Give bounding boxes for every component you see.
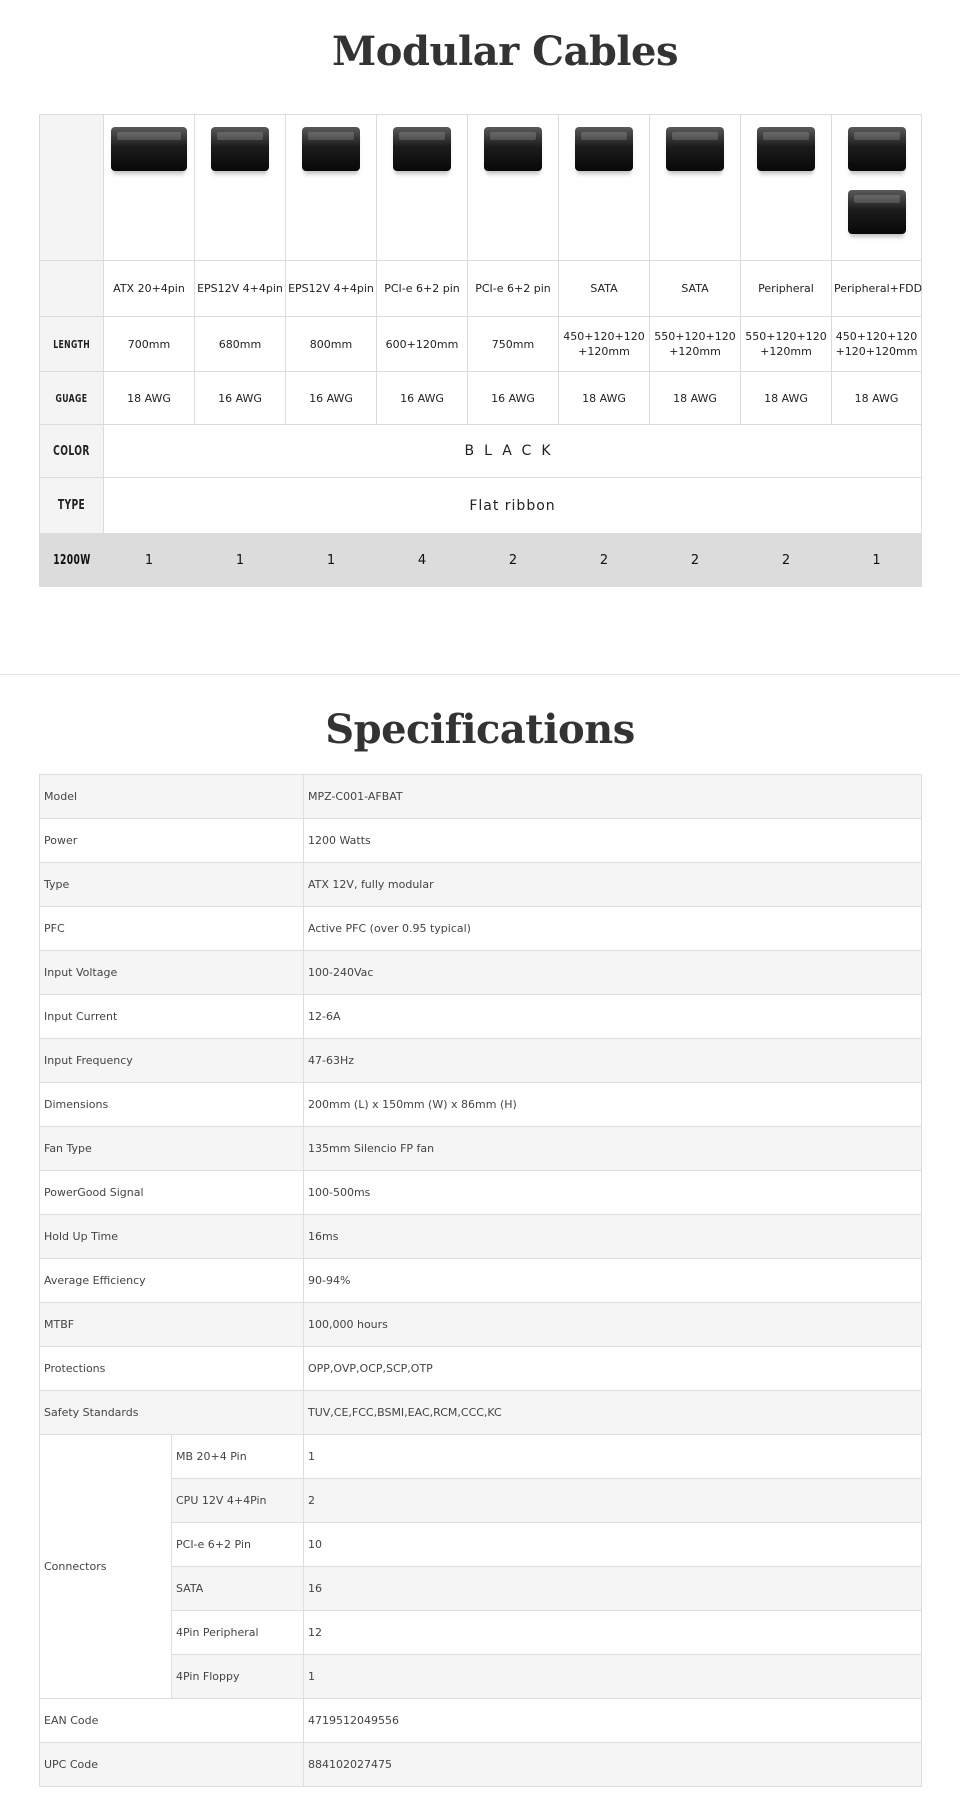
cable-gauge-cell: 18 AWG xyxy=(650,372,741,425)
spec-row xyxy=(40,1259,922,1303)
connector-row xyxy=(40,1567,922,1611)
cable-gauge-cell: 16 AWG xyxy=(377,372,468,425)
spec-value: OPP,OVP,OCP,SCP,OTP xyxy=(304,1347,922,1391)
pcie-8pin-connector-icon xyxy=(393,127,451,171)
connector-label: SATA xyxy=(172,1567,304,1611)
spec-row xyxy=(40,863,922,907)
section-divider xyxy=(0,674,960,675)
cable-name-cell: SATA xyxy=(559,261,650,317)
cable-count-cell: 2 xyxy=(650,534,741,587)
spec-value: 16ms xyxy=(304,1215,922,1259)
code-value: 884102027475 xyxy=(304,1743,922,1787)
cable-name-cell: Peripheral xyxy=(741,261,832,317)
molex-fdd-connector-icon xyxy=(848,127,906,171)
connector-value: 1 xyxy=(304,1655,922,1699)
color-row-label: COLOR xyxy=(40,425,104,478)
cable-gauge-row xyxy=(40,372,922,425)
spec-label: Power xyxy=(40,819,304,863)
cable-count-cell: 4 xyxy=(377,534,468,587)
cable-count-cell: 1 xyxy=(832,534,922,587)
spec-row xyxy=(40,1039,922,1083)
pcie-8pin-connector-icon xyxy=(484,127,542,171)
spec-label: Hold Up Time xyxy=(40,1215,304,1259)
atx-24pin-connector-icon xyxy=(111,127,187,171)
spec-value: 1200 Watts xyxy=(304,819,922,863)
type-row-label: TYPE xyxy=(40,478,104,534)
connector-value: 12 xyxy=(304,1611,922,1655)
connector-label: 4Pin Floppy xyxy=(172,1655,304,1699)
spec-row xyxy=(40,951,922,995)
cable-count-cell: 1 xyxy=(286,534,377,587)
cable-length-cell: 680mm xyxy=(195,317,286,372)
spec-row xyxy=(40,1171,922,1215)
cable-length-cell: 450+120+120 +120+120mm xyxy=(832,317,922,372)
spec-label: PowerGood Signal xyxy=(40,1171,304,1215)
spec-label: MTBF xyxy=(40,1303,304,1347)
cable-length-cell: 550+120+120 +120mm xyxy=(741,317,832,372)
cable-gauge-cell: 16 AWG xyxy=(195,372,286,425)
cable-count-cell: 2 xyxy=(468,534,559,587)
cable-length-cell: 450+120+120 +120mm xyxy=(559,317,650,372)
cable-images-row xyxy=(40,115,922,261)
cable-name-cell: EPS12V 4+4pin xyxy=(195,261,286,317)
cable-image-cell xyxy=(195,115,286,261)
code-row xyxy=(40,1743,922,1787)
eps-8pin-connector-icon xyxy=(302,127,360,171)
cable-gauge-cell: 18 AWG xyxy=(559,372,650,425)
spec-row xyxy=(40,1391,922,1435)
spec-value: 12-6A xyxy=(304,995,922,1039)
cable-length-cell: 700mm xyxy=(104,317,195,372)
spec-label: Input Frequency xyxy=(40,1039,304,1083)
spec-row xyxy=(40,1127,922,1171)
cable-gauge-cell: 16 AWG xyxy=(468,372,559,425)
spec-row xyxy=(40,1215,922,1259)
eps-8pin-connector-icon xyxy=(211,127,269,171)
connector-row xyxy=(40,1479,922,1523)
cable-image-cell xyxy=(468,115,559,261)
cable-type-value: Flat ribbon xyxy=(104,478,922,534)
code-label: EAN Code xyxy=(40,1699,304,1743)
cable-length-cell: 750mm xyxy=(468,317,559,372)
spec-row xyxy=(40,907,922,951)
modular-cables-title: Modular Cables xyxy=(331,28,678,75)
spec-value: MPZ-C001-AFBAT xyxy=(304,775,922,819)
spec-row xyxy=(40,1347,922,1391)
cable-name-cell: Peripheral+FDD xyxy=(832,261,922,317)
corner-cell xyxy=(40,115,104,261)
cable-image-cell xyxy=(286,115,377,261)
connector-row xyxy=(40,1435,922,1479)
cable-image-cell xyxy=(832,115,922,261)
spec-value: 200mm (L) x 150mm (W) x 86mm (H) xyxy=(304,1083,922,1127)
connector-label: PCI-e 6+2 Pin xyxy=(172,1523,304,1567)
cable-type-row xyxy=(40,478,922,534)
code-row xyxy=(40,1699,922,1743)
spec-label: Protections xyxy=(40,1347,304,1391)
cable-count-cell: 1 xyxy=(195,534,286,587)
spec-value: 135mm Silencio FP fan xyxy=(304,1127,922,1171)
cable-name-cell: PCI-e 6+2 pin xyxy=(468,261,559,317)
spec-row xyxy=(40,995,922,1039)
cable-color-row xyxy=(40,425,922,478)
connector-label: 4Pin Peripheral xyxy=(172,1611,304,1655)
cable-image-cell xyxy=(741,115,832,261)
spec-value: Active PFC (over 0.95 typical) xyxy=(304,907,922,951)
specifications-title: Specifications xyxy=(325,706,635,753)
cable-gauge-cell: 18 AWG xyxy=(104,372,195,425)
cable-image-cell xyxy=(377,115,468,261)
spec-row xyxy=(40,1083,922,1127)
cable-gauge-cell: 18 AWG xyxy=(741,372,832,425)
spec-label: Safety Standards xyxy=(40,1391,304,1435)
fdd-connector-icon xyxy=(848,190,906,234)
connector-row xyxy=(40,1523,922,1567)
cable-name-cell: EPS12V 4+4pin xyxy=(286,261,377,317)
cable-name-cell: SATA xyxy=(650,261,741,317)
spec-label: Dimensions xyxy=(40,1083,304,1127)
spec-value: 90-94% xyxy=(304,1259,922,1303)
cable-length-row xyxy=(40,317,922,372)
code-label: UPC Code xyxy=(40,1743,304,1787)
cable-length-cell: 550+120+120 +120mm xyxy=(650,317,741,372)
connectors-group-label: Connectors xyxy=(40,1435,172,1699)
length-row-label: LENGTH xyxy=(40,317,104,372)
specifications-table xyxy=(39,774,922,1787)
modular-cables-table xyxy=(39,114,922,587)
connector-value: 2 xyxy=(304,1479,922,1523)
cable-length-cell: 600+120mm xyxy=(377,317,468,372)
cable-color-value: BLACK xyxy=(104,425,922,478)
connector-label: CPU 12V 4+4Pin xyxy=(172,1479,304,1523)
connector-value: 10 xyxy=(304,1523,922,1567)
cable-image-cell xyxy=(104,115,195,261)
spec-value: TUV,CE,FCC,BSMI,EAC,RCM,CCC,KC xyxy=(304,1391,922,1435)
spec-label: PFC xyxy=(40,907,304,951)
cable-image-cell xyxy=(650,115,741,261)
spec-row xyxy=(40,775,922,819)
spec-value: 100-240Vac xyxy=(304,951,922,995)
spec-value: ATX 12V, fully modular xyxy=(304,863,922,907)
spec-row xyxy=(40,819,922,863)
cable-count-cell: 2 xyxy=(741,534,832,587)
connector-label: MB 20+4 Pin xyxy=(172,1435,304,1479)
spec-label: Fan Type xyxy=(40,1127,304,1171)
cable-count-row xyxy=(40,534,922,587)
molex-connector-icon xyxy=(757,127,815,171)
spec-label: Input Current xyxy=(40,995,304,1039)
connector-value: 1 xyxy=(304,1435,922,1479)
cable-length-cell: 800mm xyxy=(286,317,377,372)
cable-name-cell: PCI-e 6+2 pin xyxy=(377,261,468,317)
corner-cell xyxy=(40,261,104,317)
cable-name-cell: ATX 20+4pin xyxy=(104,261,195,317)
cable-count-cell: 1 xyxy=(104,534,195,587)
code-value: 4719512049556 xyxy=(304,1699,922,1743)
spec-label: Model xyxy=(40,775,304,819)
sata-connector-icon xyxy=(666,127,724,171)
connector-row xyxy=(40,1655,922,1699)
connector-row xyxy=(40,1611,922,1655)
cable-image-cell xyxy=(559,115,650,261)
cable-count-cell: 2 xyxy=(559,534,650,587)
spec-value: 47-63Hz xyxy=(304,1039,922,1083)
spec-label: Input Voltage xyxy=(40,951,304,995)
gauge-row-label: GUAGE xyxy=(40,372,104,425)
count-row-label: 1200W xyxy=(40,534,104,587)
spec-label: Type xyxy=(40,863,304,907)
cable-gauge-cell: 18 AWG xyxy=(832,372,922,425)
spec-value: 100-500ms xyxy=(304,1171,922,1215)
spec-value: 100,000 hours xyxy=(304,1303,922,1347)
connector-value: 16 xyxy=(304,1567,922,1611)
spec-label: Average Efficiency xyxy=(40,1259,304,1303)
spec-row xyxy=(40,1303,922,1347)
cable-names-row xyxy=(40,261,922,317)
sata-connector-icon xyxy=(575,127,633,171)
cable-gauge-cell: 16 AWG xyxy=(286,372,377,425)
